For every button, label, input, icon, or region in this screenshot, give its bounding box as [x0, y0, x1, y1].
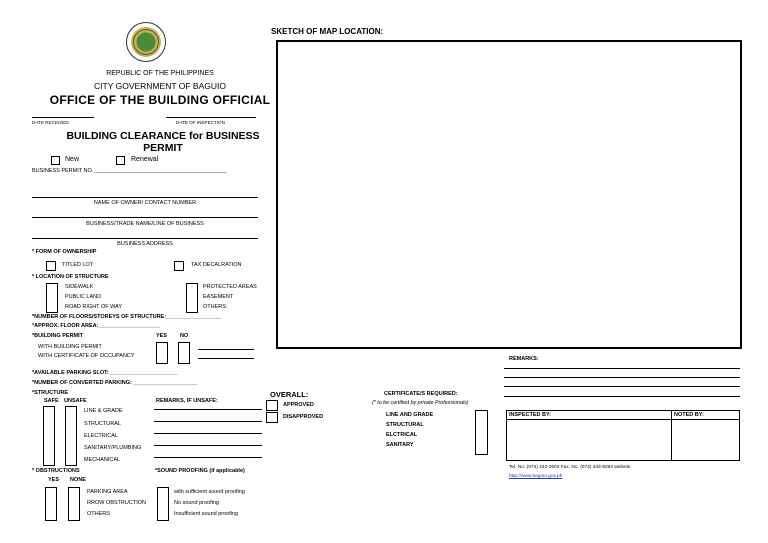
others-label: OTHERS: — [203, 304, 228, 310]
with-certificate-occupancy-label: WITH CERTIFICATE OF OCCUPANCY — [38, 353, 135, 359]
disapproved-checkbox[interactable] — [266, 412, 278, 423]
easement-label: EASEMENT — [203, 294, 234, 300]
titled-lot-checkbox[interactable] — [46, 261, 56, 271]
form-title-line1: BUILDING CLEARANCE for BUSINESS — [66, 130, 260, 142]
sketch-title: SKETCH OF MAP LOCATION: — [271, 27, 384, 36]
floor-area-field[interactable]: *APPROX. FLOOR AREA:____________________ — [32, 323, 160, 329]
structure-item-electrical: ELECTRICAL — [84, 433, 118, 439]
approved-label: APPROVED — [283, 402, 314, 408]
business-address-label: BUSINESS ADDRESS — [117, 241, 173, 247]
structure-item-line-grade: LINE & GRADE — [84, 408, 123, 414]
office-title: OFFICE OF THE BUILDING OFFICIAL — [49, 93, 271, 107]
obstruction-rrow: RROW OBSTRUCTION — [87, 500, 146, 506]
certificate-sanitary: SANITARY — [386, 442, 414, 448]
permit-no-label: NO — [180, 333, 189, 339]
city-seal-logo — [126, 22, 166, 62]
sidewalk-label: SIDEWALK — [65, 284, 94, 290]
structure-unsafe-label: UNSAFE — [64, 398, 87, 404]
obstructions-heading: * OBSTRUCTIONS — [32, 468, 80, 474]
structure-item-sanitary: SANITARY/PLUMBING — [84, 445, 142, 451]
owner-field-label: NAME OF OWNER/ CONTACT NUMBER — [93, 200, 197, 206]
titled-lot-label: TITLED LOT — [62, 262, 94, 268]
contact-info: Tel. No. (074) 442-2503 Fax. No. (074) 443-9293 website — [509, 465, 631, 470]
protected-areas-label: PROTECTED AREAS — [203, 284, 257, 290]
disapproved-label: DISAPPROVED — [283, 414, 324, 420]
obstruction-parking-area: PARKING AREA — [87, 489, 128, 495]
renewal-label: Renewal — [131, 156, 159, 163]
tax-declaration-label: TAX DECALRATION — [191, 262, 242, 268]
structure-item-mechanical: MECHANICAL — [84, 457, 121, 463]
obstructions-yes-checkboxes[interactable] — [45, 487, 57, 521]
renewal-checkbox[interactable] — [116, 156, 125, 165]
location-heading: * LOCATION OF STRUCTURE — [32, 274, 109, 280]
certificate-checkboxes[interactable] — [475, 410, 488, 455]
certificate-structural: STRUCTURAL — [386, 422, 424, 428]
remarks-label: REMARKS: — [509, 356, 539, 362]
structure-item-structural: STRUCTURAL — [84, 421, 121, 427]
new-label: New — [65, 156, 80, 163]
permit-yes-checkboxes[interactable] — [156, 342, 168, 364]
floors-field[interactable]: *NUMBER OF FLOORS/STOREYS OF STRUCTURE:__________________ — [32, 314, 222, 320]
structure-heading: *STRUCTURE — [32, 390, 69, 396]
inspected-by-signature[interactable] — [507, 420, 672, 461]
sound-insufficient: Insufficient sound proofing — [174, 511, 239, 517]
noted-by-label: NOTED BY: — [672, 411, 740, 420]
business-permit-no[interactable]: BUSINESS PERMIT NO. ___________________________________________ — [32, 168, 227, 174]
date-inspection-label: DATE OF INSPECTION — [176, 120, 225, 125]
date-received-label: DATE RECEIVED — [32, 120, 69, 125]
obstruction-others: OTHERS — [87, 511, 110, 517]
certificates-note: (* to be certified by private Professionals) — [372, 400, 469, 406]
obstructions-none-label: NONE — [70, 477, 86, 483]
sound-none: No sound proofing — [174, 500, 219, 506]
sound-sufficient: with sufficient sound proofing — [174, 489, 245, 495]
sound-proofing-heading: *SOUND PROOFING (if applicable) — [155, 468, 245, 474]
sketch-map-area[interactable] — [276, 40, 742, 349]
business-name-label: BUSINESS/TRADE NAME/LINE OF BUSINESS — [86, 221, 204, 227]
converted-parking-field[interactable]: *NUMBER OF CONVERTED PARKING: _____________________ — [32, 380, 198, 386]
inspected-by-label: INSPECTED BY: — [507, 411, 672, 420]
permit-yes-label: YES — [156, 333, 168, 339]
new-checkbox[interactable] — [51, 156, 60, 165]
inspection-table — [506, 410, 740, 461]
sound-proofing-checkboxes[interactable] — [157, 487, 169, 521]
building-permit-heading: *BUILDING PERMIT — [32, 333, 84, 339]
ownership-heading: * FORM OF OWNERSHIP — [32, 249, 97, 255]
certificate-electrical: ELCTRICAL — [386, 432, 418, 438]
certificates-heading: CERTIFICATE/S REQUIRED: — [384, 391, 458, 397]
permit-no-checkboxes[interactable] — [178, 342, 190, 364]
location-left-checkboxes[interactable] — [46, 283, 58, 313]
approved-checkbox[interactable] — [266, 400, 278, 411]
obstructions-none-checkboxes[interactable] — [68, 487, 80, 521]
obstructions-yes-label: YES — [48, 477, 60, 483]
parking-slot-field[interactable]: *AVAILABLE PARKING SLOT: ______________________ — [32, 370, 178, 376]
certificate-line-grade: LINE AND GRADE — [386, 412, 434, 418]
structure-unsafe-checkboxes[interactable] — [65, 406, 77, 466]
website-link[interactable]: http://www.baguio.gov.ph — [509, 474, 563, 479]
structure-safe-checkboxes[interactable] — [43, 406, 55, 466]
location-right-checkboxes[interactable] — [186, 283, 198, 313]
overall-heading: OVERALL: — [270, 390, 309, 399]
road-right-of-way-label: ROAD RIGHT OF WAY — [65, 304, 123, 310]
noted-by-signature[interactable] — [672, 420, 740, 461]
city-government-text: CITY GOVERNMENT OF BAGUIO — [94, 81, 226, 91]
form-title-line2: PERMIT — [143, 142, 183, 154]
tax-declaration-checkbox[interactable] — [174, 261, 184, 271]
structure-safe-label: SAFE — [44, 398, 59, 404]
with-building-permit-label: WITH BUILDING PERMIT — [38, 344, 102, 350]
public-land-label: PUBLIC LAND — [65, 294, 102, 300]
republic-text: REPUBLIC OF THE PHILIPPINES — [106, 70, 214, 77]
structure-remarks-label: REMARKS, IF UNSAFE: — [156, 398, 218, 404]
